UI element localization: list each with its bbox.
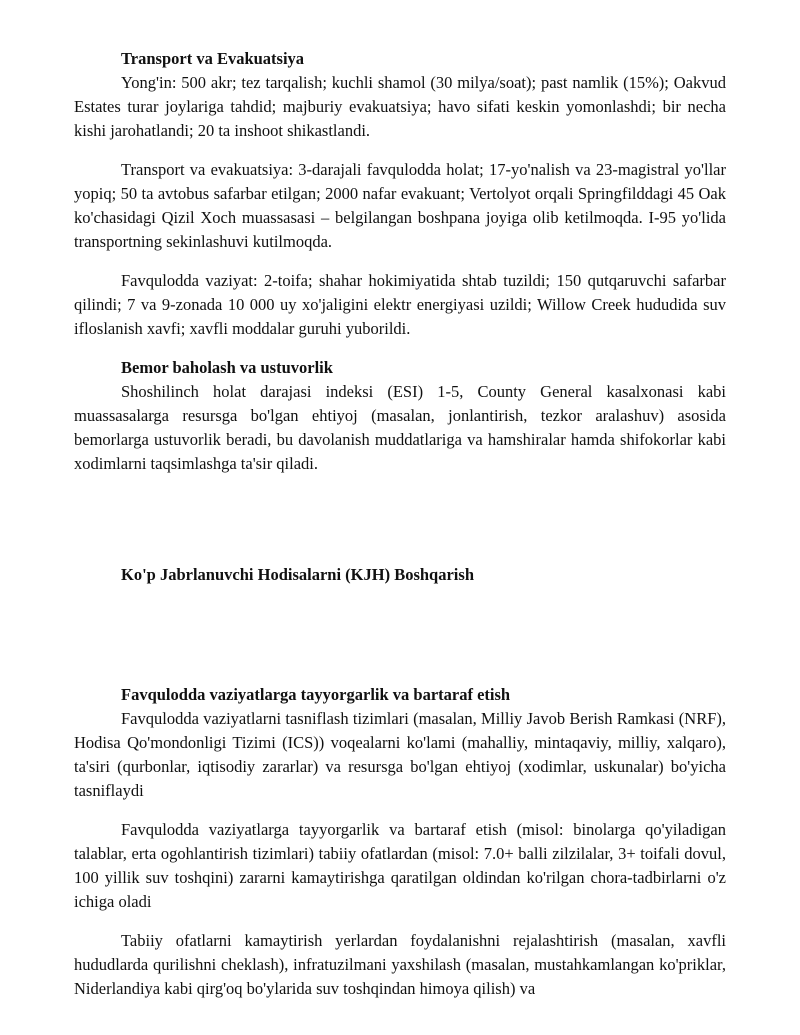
section-heading-transport: Transport va Evakuatsiya bbox=[121, 49, 305, 68]
paragraph-preparedness: Favqulodda vaziyatlarga tayyorgarlik va bartaraf etish (misol: binolarga qo'yiladigan talablar, erta ogohlantirish tizimlari) tabiiy ofatlardan (misol: 7.0+ balli zilzilalar, 3+ toifali dovul, 100 yillik suv toshqini) zararni kamaytirishga qaratilgan oldindan ko'rilgan chora-tadbirlarni o'z ichiga oladi bbox=[74, 820, 726, 911]
paragraph-fire: Yong'in: 500 akr; tez tarqalish; kuchli shamol (30 milya/soat); past namlik (15%); Oakvud Estates turar joylariga tahdid; majburiy evakuatsiya; havo sifati keskin yomonlashdi; bir necha kishi jarohatlandi; 20 ta inshoot shikastlandi. bbox=[74, 73, 726, 140]
paragraph-transport-evacuation: Transport va evakuatsiya: 3-darajali favqulodda holat; 17-yo'nalish va 23-magistral yo'llar yopiq; 50 ta avtobus safarbar etilgan; 2000 nafar evakuant; Vertolyot orqali Springfilddagi 45 Oak ko'chasidagi Qizil Xoch muassasasi – belgilangan boshpana joyiga olib ketilmoqda. I-95 yo'lida transportning sekinlashuvi kutilmoqda. bbox=[74, 160, 726, 251]
section-heading-mci: Ko'p Jabrlanuvchi Hodisalarni (KJH) Boshqarish bbox=[121, 565, 474, 584]
paragraph-esi: Shoshilinch holat darajasi indeksi (ESI) 1-5, County General kasalxonasi kabi muassasalarga resursga bo'lgan ehtiyoj (masalan, jonlantirish, tezkor aralashuv) asosida bemorlarga ustuvorlik beradi, bu davolanish muddatlariga va hamshiralar hamda shifokorlar kabi xodimlarni taqsimlashga ta'sir qiladi. bbox=[74, 382, 726, 473]
paragraph-emergency-situation: Favqulodda vaziyat: 2-toifa; shahar hokimiyatida shtab tuzildi; 150 qutqaruvchi safarbar qilindi; 7 va 9-zonada 10 000 uy xo'jaligini elektr energiyasi uzildi; Willow Creek hududida suv ifloslanish xavfi; xavfli moddalar guruhi yuborildi. bbox=[74, 271, 726, 338]
section-heading-preparedness: Favqulodda vaziyatlarga tayyorgarlik va bartaraf etish bbox=[121, 685, 511, 704]
paragraph-classification: Favqulodda vaziyatlarni tasniflash tizimlari (masalan, Milliy Javob Berish Ramkasi (NRF), Hodisa Qo'mondonligi Tizimi (ICS)) voqealarni ko'lami (mahalliy, mintaqaviy, milliy, xalqaro), ta'siri (qurbonlar, iqtisodiy zararlar) va resursga bo'lgan ehtiyoj (xodimlar, uskunalar) bo'yicha tasniflaydi bbox=[74, 709, 726, 800]
paragraph-mitigation: Tabiiy ofatlarni kamaytirish yerlardan foydalanishni rejalashtirish (masalan, xavfli hududlarda qurilishni cheklash), infratuzilmani yaxshilash (masalan, mustahkamlangan ko'priklar, Niderlandiya kabi qirg'oq bo'ylarida suv toshqindan himoya qilish) va bbox=[74, 931, 726, 998]
section-heading-patient-assessment: Bemor baholash va ustuvorlik bbox=[121, 358, 333, 377]
